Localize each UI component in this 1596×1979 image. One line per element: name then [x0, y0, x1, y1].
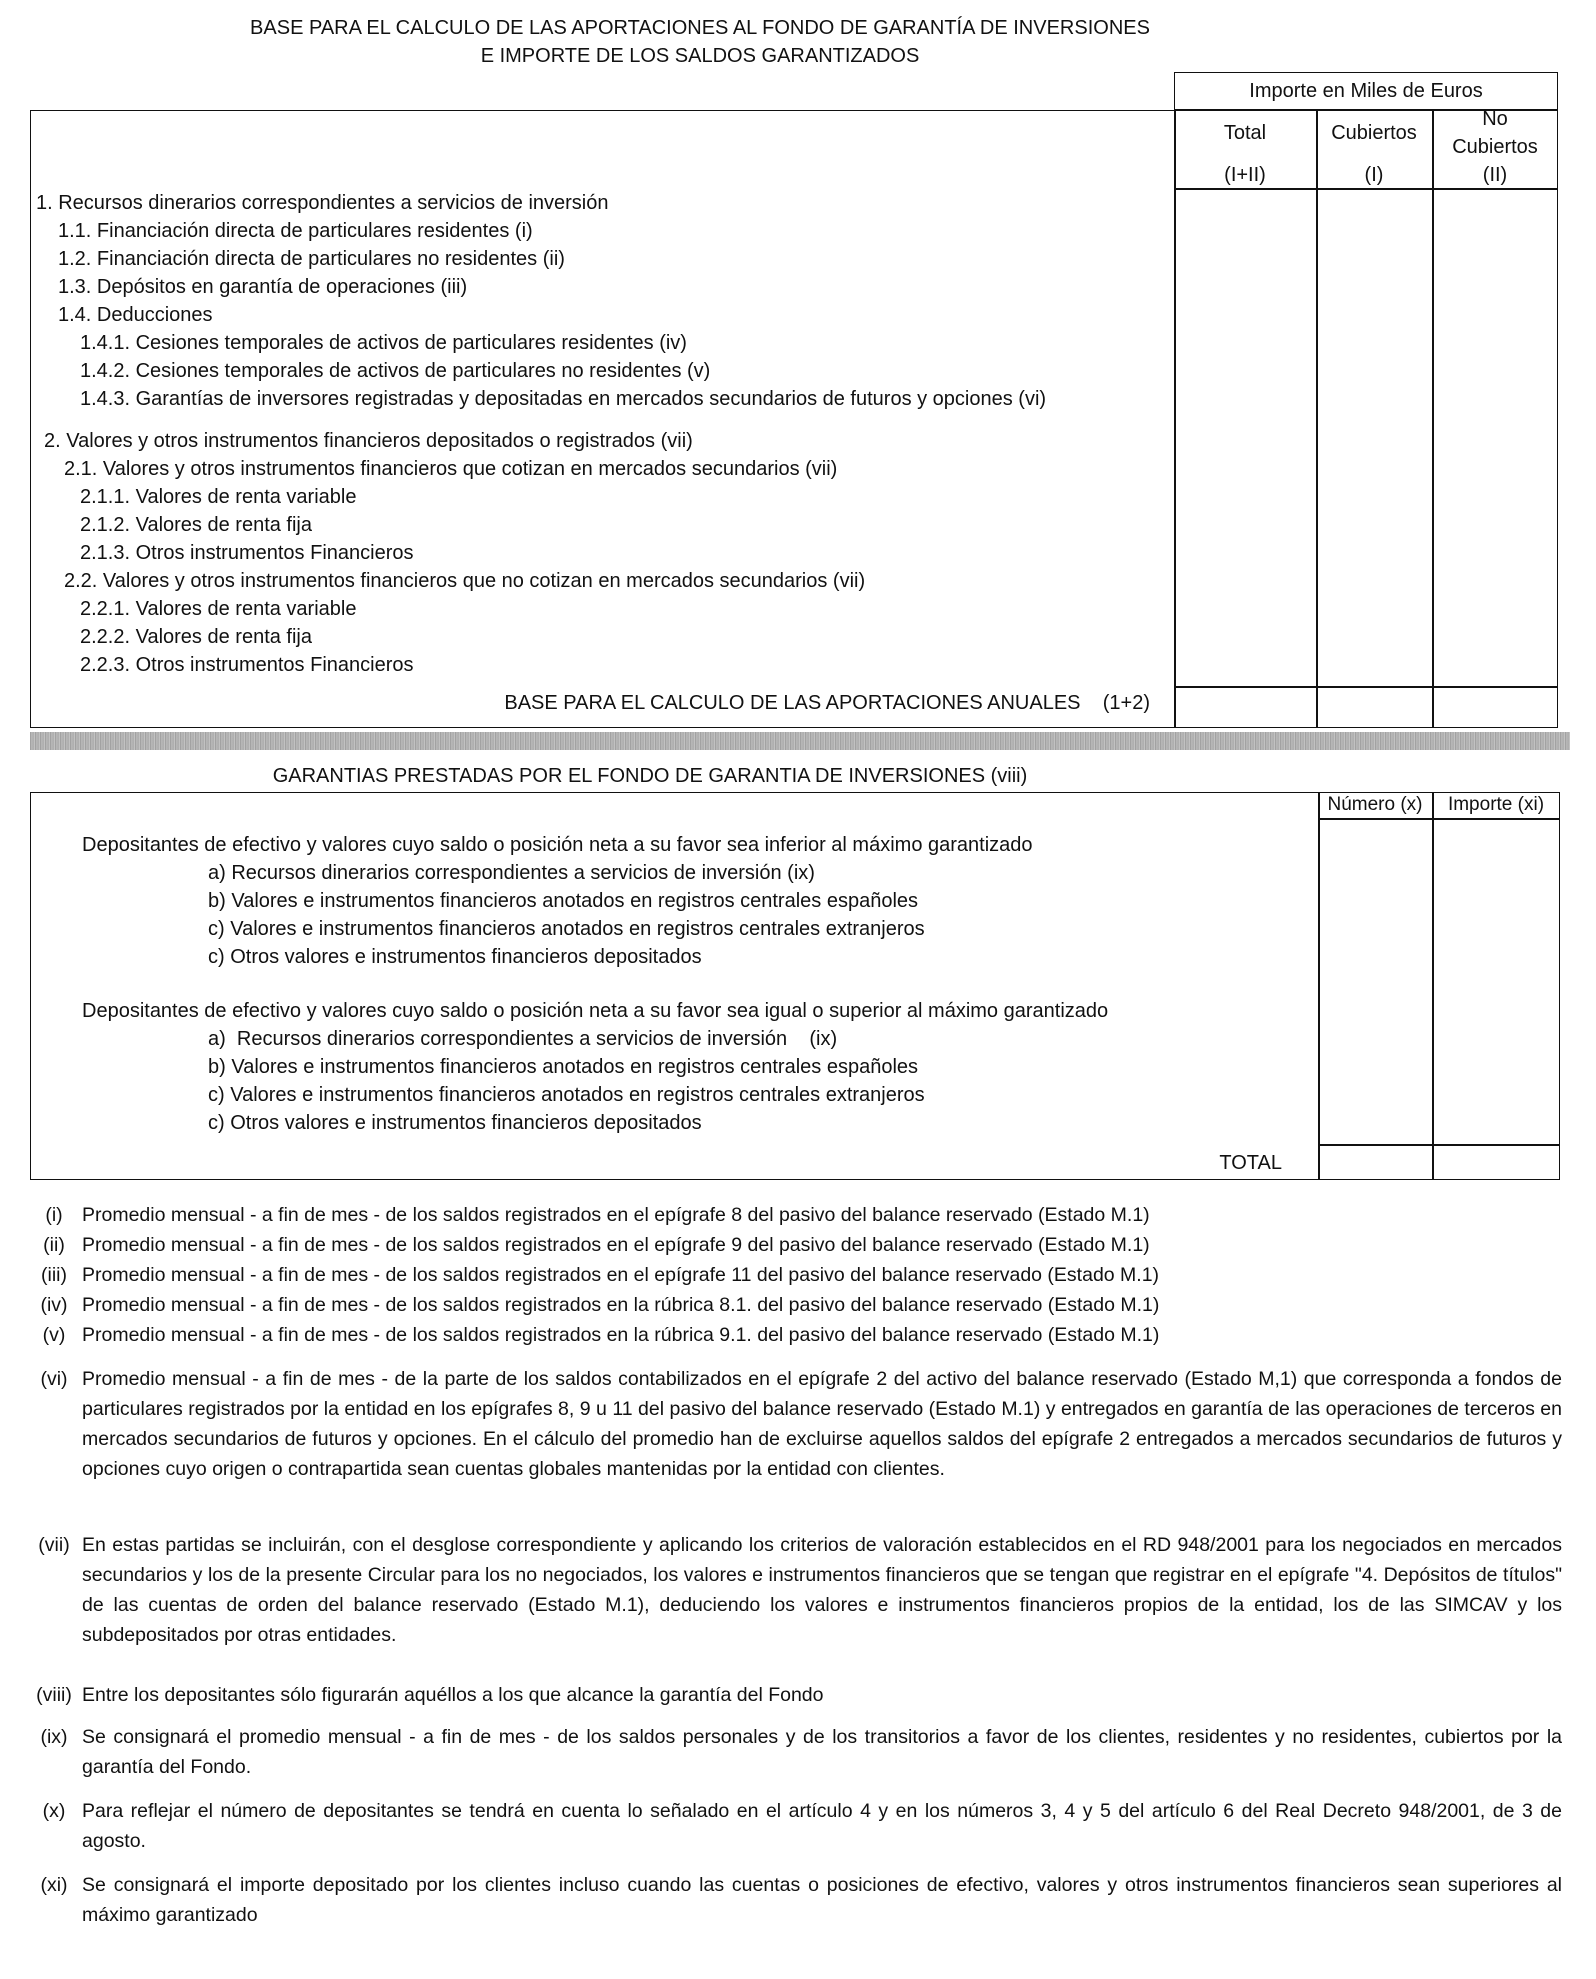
- table-row: 2.1.1. Valores de renta variable: [80, 486, 357, 508]
- col-importe-header: Importe (xi): [1447, 794, 1545, 815]
- table-row: 1.1. Financiación directa de particulares residentes (i): [58, 220, 533, 242]
- table-row: 2.1. Valores y otros instrumentos financieros que cotizan en mercados secundarios (vii): [64, 458, 838, 480]
- col-numero-header: Número (x): [1327, 794, 1423, 815]
- list-item: c) Otros valores e instrumentos financieros depositados: [208, 946, 702, 968]
- list-item: a) Recursos dinerarios correspondientes a servicios de inversión (ix): [208, 862, 815, 884]
- table-row: 1. Recursos dinerarios correspondientes a servicios de inversión: [36, 192, 609, 214]
- table2-title: GARANTIAS PRESTADAS POR EL FONDO DE GARANTIA DE INVERSIONES (viii): [272, 765, 1028, 787]
- col-no-cubiertos-header-2: Cubiertos: [1452, 136, 1538, 158]
- table-row: 1.4. Deducciones: [58, 304, 213, 326]
- list-item: c) Otros valores e instrumentos financieros depositados: [208, 1112, 702, 1134]
- table-row: 1.3. Depósitos en garantía de operaciones (iii): [58, 276, 468, 298]
- col-no-cubiertos-sub: (II): [1482, 164, 1508, 186]
- group2-title: Depositantes de efectivo y valores cuyo saldo o posición neta a su favor sea igual o superior al máximo garantizado: [82, 1000, 1109, 1022]
- table-row: 1.4.1. Cesiones temporales de activos de particulares residentes (iv): [80, 332, 687, 354]
- table-row: 1.2. Financiación directa de particulares no residentes (ii): [58, 248, 565, 270]
- document-title-line2: E IMPORTE DE LOS SALDOS GARANTIZADOS: [480, 45, 920, 67]
- table-row: 2.2.3. Otros instrumentos Financieros: [80, 654, 414, 676]
- table-row: 2.2.1. Valores de renta variable: [80, 598, 357, 620]
- col-no-cubiertos-header-1: No: [1482, 108, 1508, 130]
- list-item: c) Valores e instrumentos financieros anotados en registros centrales extranjeros: [208, 1084, 925, 1106]
- base-total-label: BASE PARA EL CALCULO DE LAS APORTACIONES ANUALES (1+2): [504, 692, 1150, 714]
- group1-title: Depositantes de efectivo y valores cuyo saldo o posición neta a su favor sea inferior al máximo garantizado: [82, 834, 1033, 856]
- table-row: 1.4.3. Garantías de inversores registradas y depositadas en mercados secundarios de futuros y opciones (vi): [80, 388, 1047, 410]
- col-cubiertos-sub: (I): [1364, 164, 1384, 186]
- table-row: 2.1.2. Valores de renta fija: [80, 514, 312, 536]
- table-row: 2.2.2. Valores de renta fija: [80, 626, 312, 648]
- list-item: b) Valores e instrumentos financieros anotados en registros centrales españoles: [208, 890, 919, 912]
- col-cubiertos-header: Cubiertos: [1331, 122, 1417, 144]
- hatched-separator: [30, 732, 1570, 750]
- list-item: c) Valores e instrumentos financieros anotados en registros centrales extranjeros: [208, 918, 925, 940]
- list-item: b) Valores e instrumentos financieros anotados en registros centrales españoles: [208, 1056, 919, 1078]
- table-row: 2.2. Valores y otros instrumentos financieros que no cotizan en mercados secundarios (vii): [64, 570, 866, 592]
- total-label: TOTAL: [1219, 1152, 1282, 1174]
- col-total-sub: (I+II): [1224, 164, 1266, 186]
- col-total-header: Total: [1223, 122, 1267, 144]
- list-item: a) Recursos dinerarios correspondientes a servicios de inversión (ix): [208, 1028, 838, 1050]
- table-row: 2. Valores y otros instrumentos financieros depositados o registrados (vii): [44, 430, 693, 452]
- header-group-label: Importe en Miles de Euros: [1249, 80, 1483, 102]
- table-row: 1.4.2. Cesiones temporales de activos de particulares no residentes (v): [80, 360, 711, 382]
- table-row: 2.1.3. Otros instrumentos Financieros: [80, 542, 414, 564]
- document-title-line1: BASE PARA EL CALCULO DE LAS APORTACIONES AL FONDO DE GARANTÍA DE INVERSIONES: [250, 17, 1150, 39]
